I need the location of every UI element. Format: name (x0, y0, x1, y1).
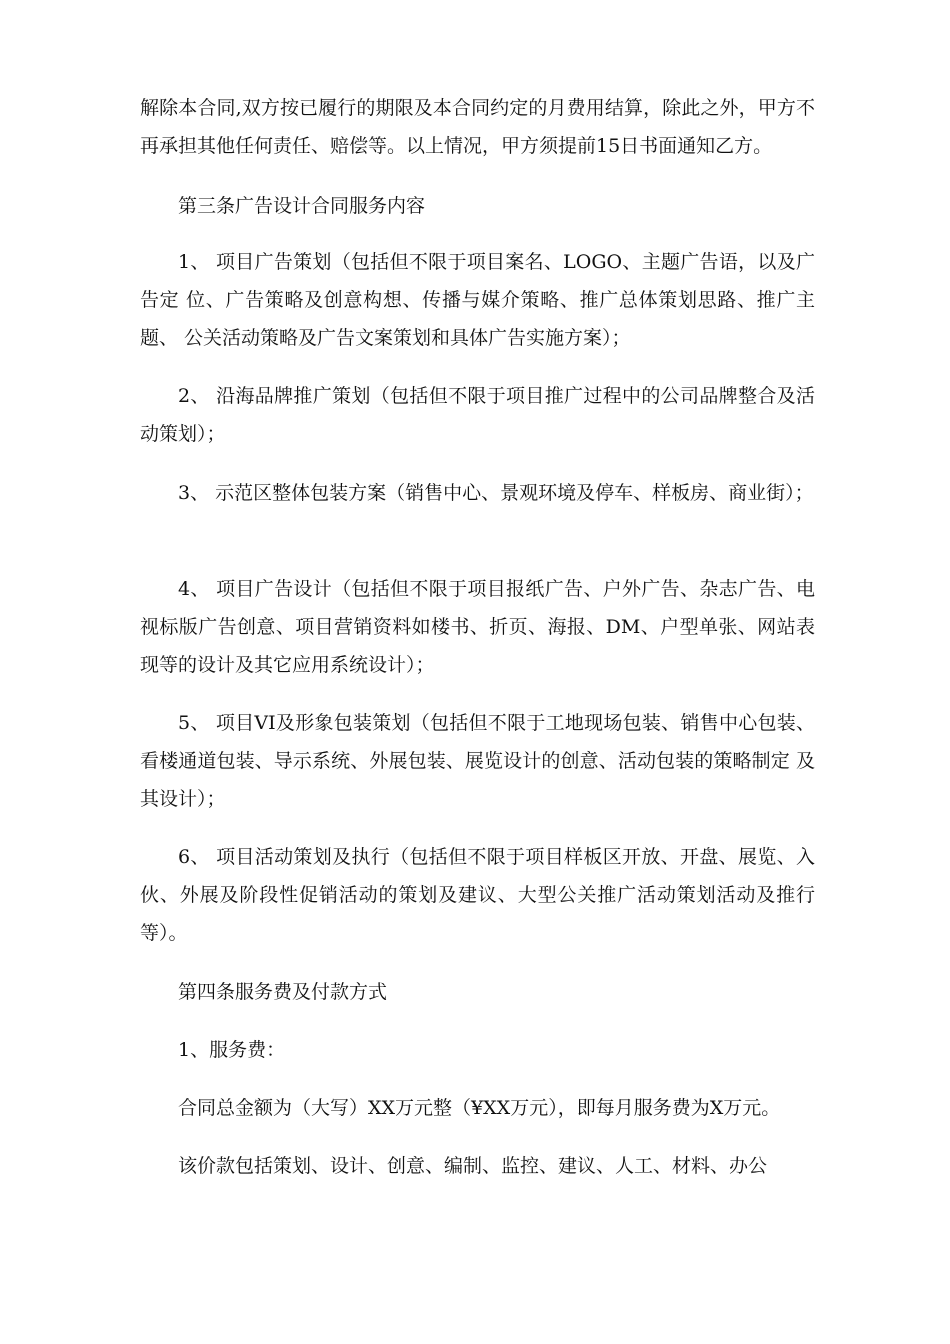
service-item-6: 6、 项目活动策划及执行（包括但不限于项目样板区开放、开盘、展览、入伙、外展及阶段性促销活动的策划及建议、大型公关推广活动策划活动及推行等）。 (140, 846, 815, 944)
article-3-title: 第三条广告设计合同服务内容 (178, 195, 426, 217)
fee-includes-text: 该价款包括策划、设计、创意、编制、监控、建议、人工、材料、办公 (178, 1155, 768, 1177)
service-item-3: 3、 示范区整体包装方案（销售中心、景观环境及停车、样板房、商业街）； (178, 482, 814, 504)
service-fee-title: 1、服务费： (178, 1039, 286, 1061)
article-4-title: 第四条服务费及付款方式 (178, 981, 388, 1003)
service-item-2: 2、 沿海品牌推广策划（包括但不限于项目推广过程中的公司品牌整合及活动策划）； (140, 385, 815, 445)
service-item-5: 5、 项目VI及形象包装策划（包括但不限于工地现场包装、销售中心包装、 看楼通道包装、导示系统、外展包装、展览设计的创意、活动包装的策略制定 及其设计）； (140, 712, 815, 810)
intro-paragraph: 解除本合同,双方按已履行的期限及本合同约定的月费用结算，除此之外，甲方不 再承担其他任何责任、赔偿等。以上情况，甲方须提前15日书面通知乙方。 (140, 97, 815, 157)
service-item-4: 4、 项目广告设计（包括但不限于项目报纸广告、户外广告、杂志广告、电视标版广告创意、项目营销资料如楼书、折页、海报、DM、户型单张、网站表现等的设计及其它应用系统设计）； (140, 578, 815, 676)
contract-total-amount: 合同总金额为（大写）XX万元整（¥XX万元），即每月服务费为X万元。 (178, 1097, 781, 1119)
service-item-1: 1、 项目广告策划（包括但不限于项目案名、LOGO、主题广告语，以及广告定 位、广告策略及创意构想、传播与媒介策略、推广总体策划思路、推广主题、 公关活动策略及广告文案策划和具体广告实施方案）； (140, 251, 815, 349)
